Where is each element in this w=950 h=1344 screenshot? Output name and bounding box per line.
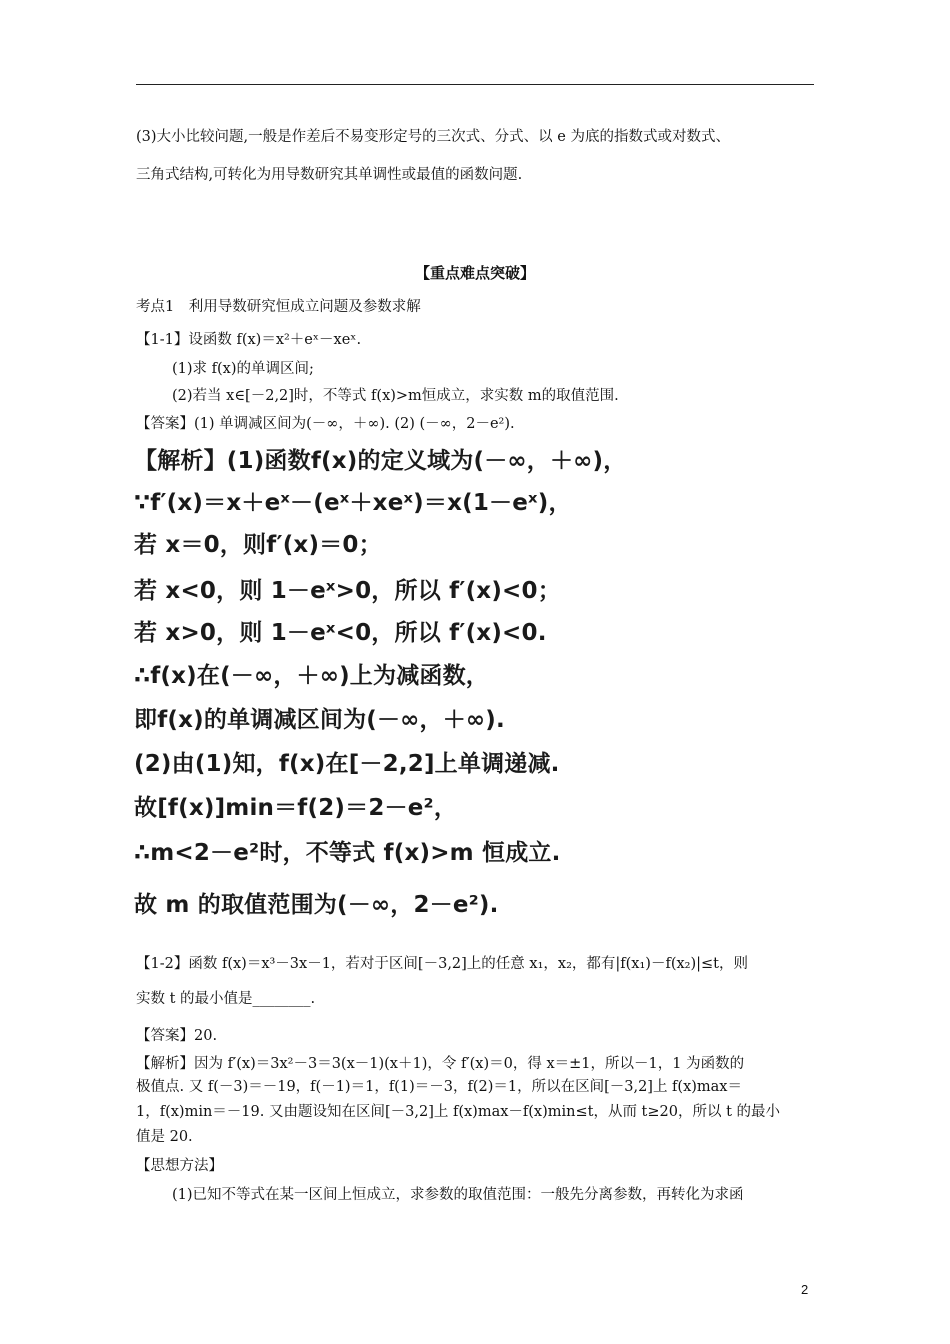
solution-line: 【解析】(1)函数f(x)的定义域为(－∞，＋∞)， bbox=[134, 448, 627, 474]
example-1-part-1: (1)求 f(x)的单调区间; bbox=[172, 361, 314, 377]
solution-line: 若 x>0，则 1－eˣ<0，所以 f′(x)<0. bbox=[134, 620, 547, 646]
example-2-answer: 【答案】20. bbox=[136, 1028, 218, 1044]
example-2-solution-line-2: 极值点. 又 f(－3)＝－19，f(－1)＝1，f(1)＝－3，f(2)＝1，所以在区间[－3,2]上 f(x)max＝ bbox=[136, 1079, 742, 1095]
page-number: 2 bbox=[801, 1282, 809, 1297]
solution-line: 故 m 的取值范围为(－∞，2－e²). bbox=[134, 892, 499, 918]
intro-line-2: 三角式结构,可转化为用导数研究其单调性或最值的函数问题. bbox=[136, 167, 523, 183]
intro-line-1: (3)大小比较问题,一般是作差后不易变形定号的三次式、分式、以 e 为底的指数式或对数式、 bbox=[136, 129, 730, 145]
section-heading: 【重点难点突破】 bbox=[414, 264, 535, 282]
topic-title: 考点1 利用导数研究恒成立问题及参数求解 bbox=[136, 299, 421, 315]
solution-line: 故[f(x)]min＝f(2)＝2－e²， bbox=[134, 795, 458, 821]
example-2-question-line-1: 【1-2】函数 f(x)＝x³－3x－1，若对于区间[－3,2]上的任意 x₁，x₂，都有|f(x₁)－f(x₂)|≤t，则 bbox=[136, 956, 748, 972]
header-rule bbox=[136, 84, 814, 85]
example-2-solution-line-4: 值是 20. bbox=[136, 1129, 193, 1145]
solution-line: 即f(x)的单调减区间为(－∞，＋∞). bbox=[134, 707, 505, 733]
example-1-answer: 【答案】(1) 单调减区间为(－∞，＋∞). (2) (－∞，2－e²). bbox=[136, 416, 515, 432]
solution-line: 若 x<0，则 1－eˣ>0，所以 f′(x)<0； bbox=[134, 578, 561, 604]
solution-line: 若 x＝0，则f′(x)＝0； bbox=[134, 532, 382, 558]
method-line-1: (1)已知不等式在某一区间上恒成立，求参数的取值范围：一般先分离参数，再转化为求函 bbox=[172, 1187, 744, 1203]
solution-line: ∵f′(x)＝x＋eˣ－(eˣ＋xeˣ)＝x(1－eˣ)， bbox=[134, 490, 572, 516]
solution-line: (2)由(1)知，f(x)在[－2,2]上单调递减. bbox=[134, 751, 560, 777]
solution-line: ∴f(x)在(－∞，＋∞)上为减函数， bbox=[134, 663, 490, 689]
solution-line: ∴m<2－e²时，不等式 f(x)>m 恒成立. bbox=[134, 840, 561, 866]
example-1-part-2: (2)若当 x∈[－2,2]时，不等式 f(x)>m恒成立，求实数 m的取值范围. bbox=[172, 388, 619, 404]
example-2-solution-line-3: 1，f(x)min＝－19. 又由题设知在区间[－3,2]上 f(x)max－f(x)min≤t，从而 t≥20，所以 t 的最小 bbox=[136, 1104, 781, 1120]
example-2-question-line-2: 实数 t 的最小值是________. bbox=[136, 991, 316, 1007]
method-heading: 【思想方法】 bbox=[136, 1158, 223, 1174]
example-1-question: 【1-1】设函数 f(x)＝x²＋eˣ－xeˣ. bbox=[136, 332, 362, 348]
example-2-solution-line-1: 【解析】因为 f′(x)＝3x²－3＝3(x－1)(x＋1)，令 f′(x)＝0，得 x＝±1，所以－1，1 为函数的 bbox=[136, 1056, 745, 1072]
